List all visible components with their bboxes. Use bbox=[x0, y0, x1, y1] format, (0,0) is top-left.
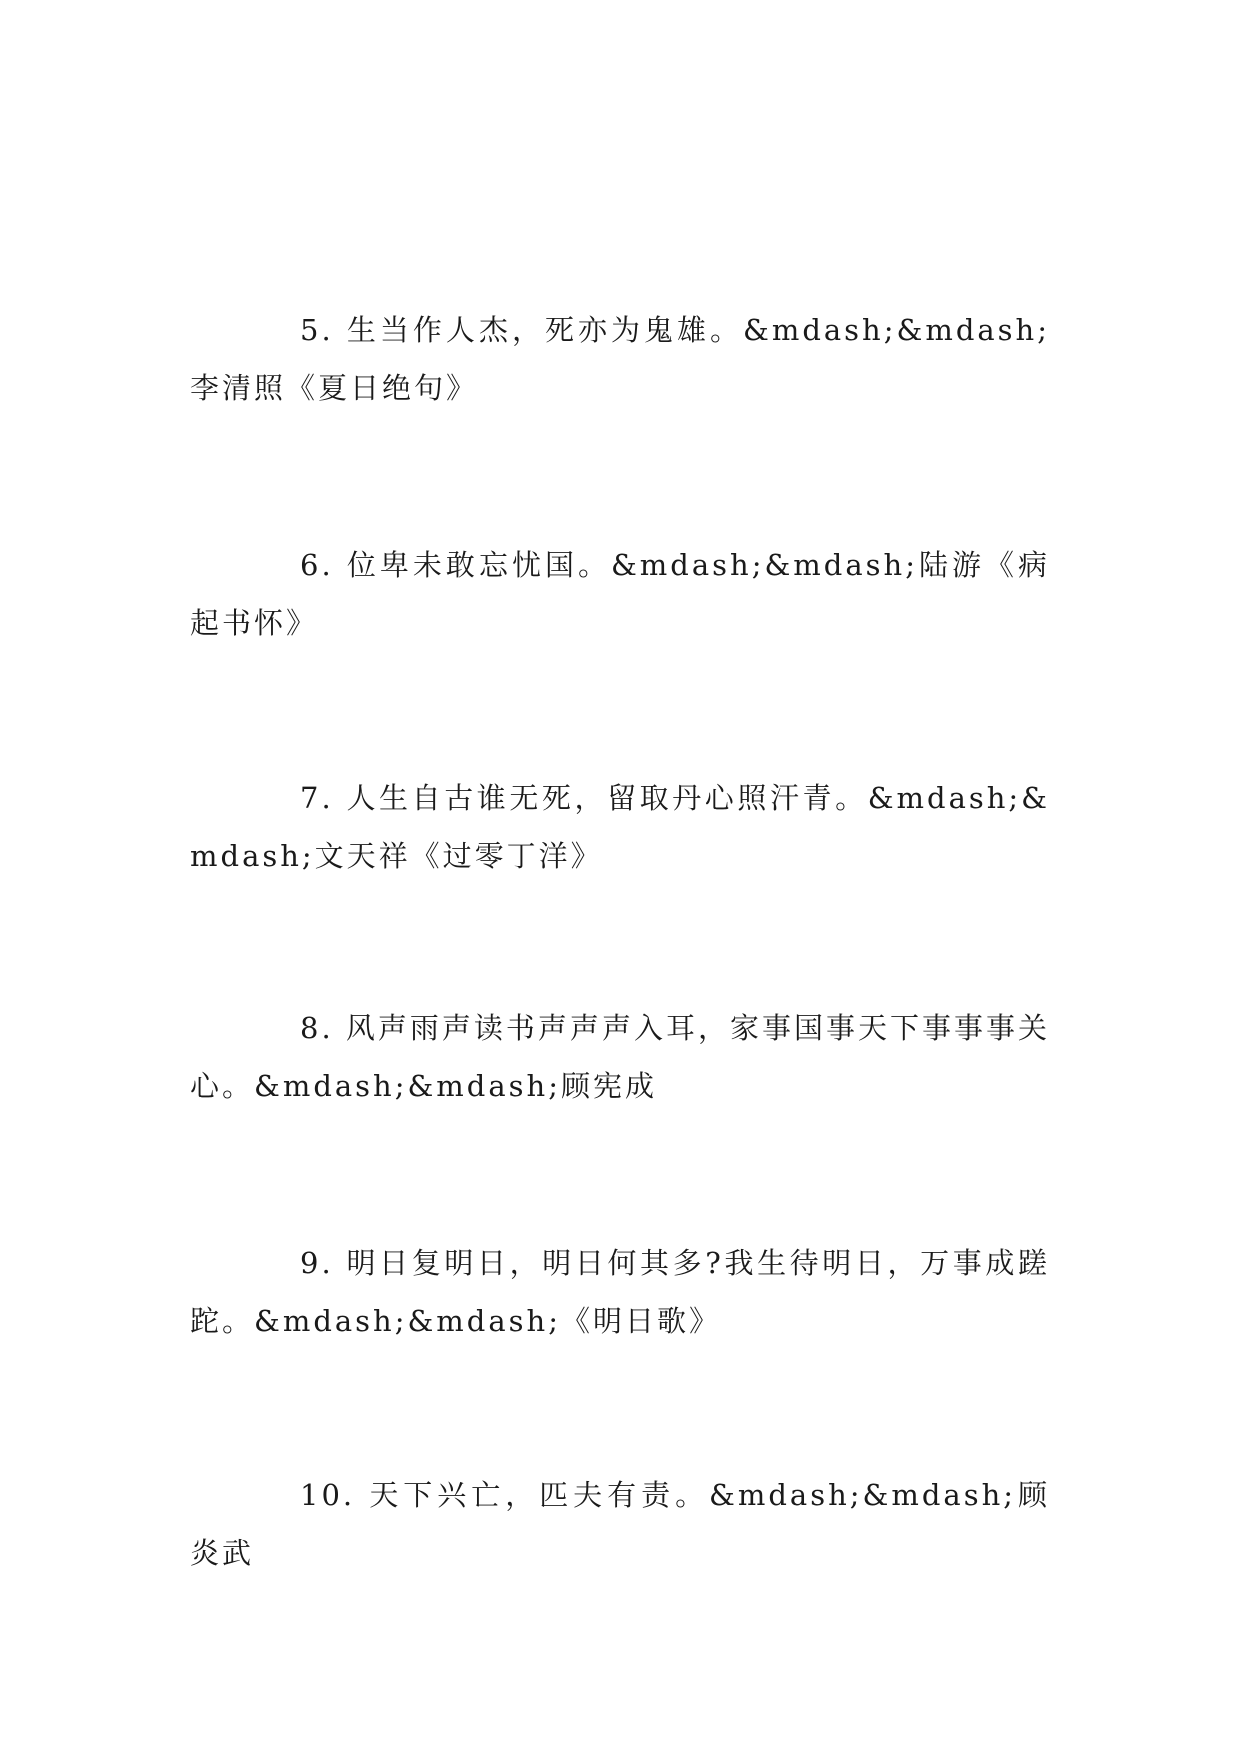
quote-8 bbox=[190, 999, 1050, 1115]
quote-number: 9. bbox=[300, 1246, 334, 1280]
quote-6 bbox=[190, 536, 1050, 652]
quote-number: 8. bbox=[300, 1011, 334, 1045]
quote-text: 明日复明日，明日何其多?我生待明日，万事成蹉跎。&mdash;&mdash;《明日歌》 bbox=[190, 1246, 1050, 1338]
quote-5 bbox=[190, 301, 1050, 417]
quote-7 bbox=[190, 769, 1050, 885]
quote-10 bbox=[190, 1466, 1050, 1582]
quote-number: 7. bbox=[300, 781, 334, 815]
quote-text: 天下兴亡，匹夫有责。&mdash;&mdash;顾炎武 bbox=[190, 1478, 1051, 1570]
quote-9 bbox=[190, 1234, 1050, 1350]
quote-text: 位卑未敢忘忧国。&mdash;&mdash;陆游《病起书怀》 bbox=[190, 548, 1051, 640]
quote-text: 人生自古谁无死，留取丹心照汗青。&mdash;&mdash;文天祥《过零丁洋》 bbox=[190, 781, 1051, 873]
quote-text: 生当作人杰，死亦为鬼雄。&mdash;&mdash;李清照《夏日绝句》 bbox=[190, 313, 1051, 405]
quote-number: 10. bbox=[300, 1478, 356, 1512]
quote-text: 风声雨声读书声声声入耳，家事国事天下事事事关心。&mdash;&mdash;顾宪成 bbox=[190, 1011, 1050, 1103]
quote-number: 6. bbox=[300, 548, 334, 582]
quote-number: 5. bbox=[300, 313, 334, 347]
